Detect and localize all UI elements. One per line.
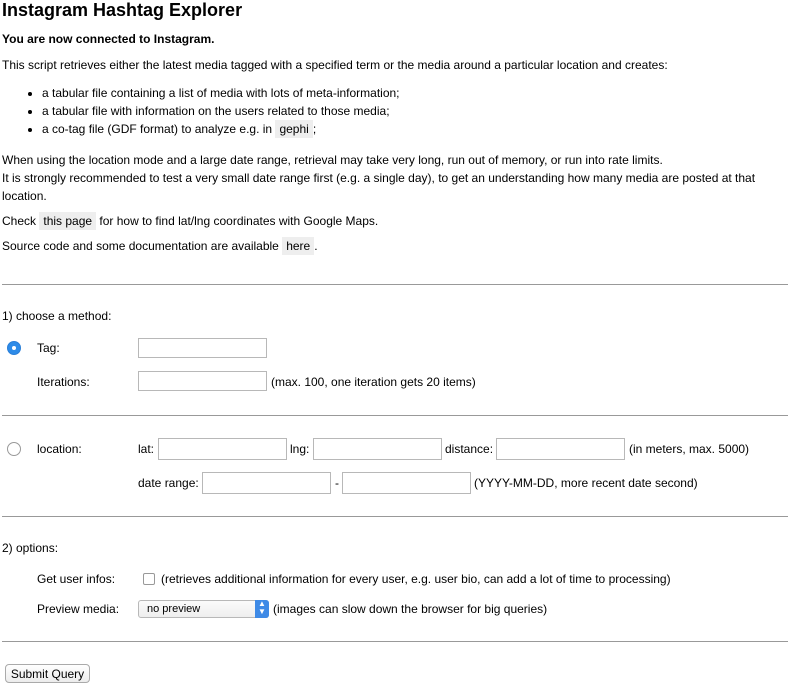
tag-label: Tag: [37,341,60,355]
list-item: • a tabular file with information on the users related to those media; [42,102,400,120]
date-range-label: date range: [138,476,199,490]
intro-text: This script retrieves either the latest media tagged with a specified term or the media around a particular location and creates: [2,58,668,72]
warning-line-2: It is strongly recommended to test a very small date range first (e.g. a single day), to get an understanding how many media are posted at that [2,171,756,185]
divider [2,641,788,642]
user-infos-checkbox[interactable] [143,573,155,585]
date-separator: - [335,476,339,490]
tag-input[interactable] [138,338,267,358]
warning-line-1: When using the location mode and a large date range, retrieval may take very long, run out of memory, or run into rate limits. [2,153,663,167]
location-radio[interactable] [7,442,21,456]
iterations-label: Iterations: [37,375,90,389]
list-item: • a co-tag file (GDF format) to analyze e.g. in gephi ; [42,120,400,138]
gephi-link[interactable]: gephi [275,120,312,138]
iterations-input[interactable] [138,371,267,391]
this-page-link[interactable]: this page [39,212,96,230]
date-start-input[interactable] [202,472,331,494]
chevron-updown-icon: ▲ ▼ [255,600,269,618]
iterations-hint: (max. 100, one iteration gets 20 items) [271,375,476,389]
options-heading: 2) options: [2,541,59,555]
divider [2,516,788,517]
preview-selected-value: no preview [147,603,201,615]
feature-list [0,84,400,138]
preview-label: Preview media: [37,602,120,616]
divider [2,284,788,285]
preview-select[interactable] [138,600,269,618]
distance-input[interactable] [496,438,625,460]
distance-label: distance: [445,442,494,456]
check-line: Check this page for how to find lat/lng coordinates with Google Maps. [2,214,379,228]
tag-radio[interactable] [7,341,21,355]
list-item: • a tabular file containing a list of media with lots of meta-information; [42,84,400,102]
here-link[interactable]: here [282,237,314,255]
method-heading: 1) choose a method: [2,309,112,323]
location-label: location: [37,442,82,456]
user-infos-label: Get user infos: [37,572,116,586]
connected-status: You are now connected to Instagram. [2,32,215,46]
divider [2,415,788,416]
user-infos-hint: (retrieves additional information for every user, e.g. user bio, can add a lot of time to processing) [161,572,671,586]
distance-hint: (in meters, max. 5000) [629,442,750,456]
lng-label: lng: [290,442,310,456]
date-hint: (YYYY-MM-DD, more recent date second) [474,476,698,490]
preview-hint: (images can slow down the browser for big queries) [273,602,548,616]
lat-input[interactable] [158,438,287,460]
page-title: Instagram Hashtag Explorer [2,0,243,20]
submit-query-button[interactable]: Submit Query [5,664,90,683]
lng-input[interactable] [313,438,442,460]
lat-label: lat: [138,442,155,456]
source-line: Source code and some documentation are available here . [2,239,318,253]
date-end-input[interactable] [342,472,471,494]
warning-line-3: location. [2,189,47,203]
